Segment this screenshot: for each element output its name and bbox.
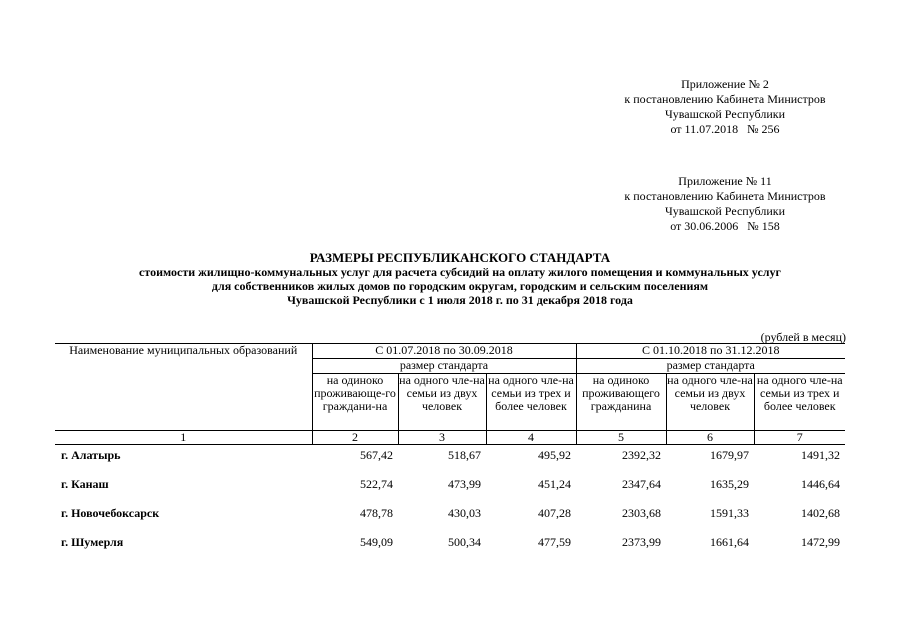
value-cell: 1591,33 (710, 506, 749, 520)
col-number: 2 (312, 431, 398, 445)
value-cell: 2373,99 (622, 535, 661, 549)
subheader-p1-two: на одного чле-на семьи из двух человек (398, 374, 486, 431)
title-sub-2: для собственников жилых домов по городским округам, городским и сельским поселениям (211, 279, 709, 293)
table-row (55, 535, 845, 551)
municipality-name: г. Алатырь (61, 448, 121, 462)
subheader-p1-three: на одного чле-на семьи из трех и более человек (486, 374, 576, 431)
appendix-number: Приложение № 11 (678, 174, 772, 188)
value-cell: 2347,64 (622, 477, 661, 491)
value-cell: 478,78 (360, 506, 393, 520)
col-number: 1 (55, 431, 312, 445)
appendix-reference: к постановлению Кабинета Министров (624, 189, 826, 203)
appendix-11-header (600, 174, 850, 234)
col-number: 3 (398, 431, 486, 445)
value-cell: 2303,68 (622, 506, 661, 520)
value-cell: 1472,99 (801, 535, 840, 549)
appendix-2-header (600, 77, 850, 137)
value-cell: 500,34 (448, 535, 481, 549)
value-cell: 567,42 (360, 448, 393, 462)
header-period-2: С 01.10.2018 по 31.12.2018 (576, 344, 845, 359)
subheader-p1-single: на одиноко проживающе-го граждани-на (312, 374, 398, 431)
appendix-date: от 11.07.2018 № 256 (670, 122, 780, 136)
appendix-authority: Чувашской Республики (664, 204, 786, 218)
municipality-name: г. Канаш (61, 477, 109, 491)
col-number: 4 (486, 431, 576, 445)
title-sub-3: Чувашской Республики с 1 июля 2018 г. по 31 декабря 2018 года (287, 293, 633, 307)
value-cell: 1661,64 (710, 535, 749, 549)
appendix-number: Приложение № 2 (681, 77, 769, 91)
value-cell: 451,24 (538, 477, 571, 491)
header-standard-2: размер стандарта (576, 359, 845, 374)
appendix-authority: Чувашской Республики (664, 107, 786, 121)
value-cell: 2392,32 (622, 448, 661, 462)
value-cell: 1402,68 (801, 506, 840, 520)
header-municipality: Наименование муниципальных образований (55, 344, 312, 431)
subheader-p2-two: на одного чле-на семьи из двух человек (666, 374, 754, 431)
appendix-reference: к постановлению Кабинета Министров (624, 92, 826, 106)
municipality-name: г. Новочебоксарск (61, 506, 160, 520)
value-cell: 495,92 (538, 448, 571, 462)
col-number: 6 (666, 431, 754, 445)
value-cell: 549,09 (360, 535, 393, 549)
title-sub-1: стоимости жилищно-коммунальных услуг для расчета субсидий на оплату жилого помещения и коммунальных услуг (139, 265, 781, 279)
table-row (55, 506, 845, 522)
municipality-name: г. Шумерля (61, 535, 124, 549)
table-row (55, 448, 845, 464)
appendix-date: от 30.06.2006 № 158 (670, 219, 780, 233)
value-cell: 430,03 (448, 506, 481, 520)
value-cell: 518,67 (448, 448, 481, 462)
value-cell: 1679,97 (710, 448, 749, 462)
col-number: 5 (576, 431, 666, 445)
value-cell: 473,99 (448, 477, 481, 491)
document-title (40, 251, 880, 307)
header-period-1: С 01.07.2018 по 30.09.2018 (312, 344, 576, 359)
header-standard-1: размер стандарта (312, 359, 576, 374)
standards-table-header (55, 343, 845, 445)
units-note: (рублей в месяц) (760, 330, 846, 344)
table-row (55, 477, 845, 493)
value-cell: 522,74 (360, 477, 393, 491)
col-number: 7 (754, 431, 845, 445)
value-cell: 1446,64 (801, 477, 840, 491)
value-cell: 1635,29 (710, 477, 749, 491)
value-cell: 407,28 (538, 506, 571, 520)
value-cell: 477,59 (538, 535, 571, 549)
subheader-p2-single: на одиноко проживающего гражданина (576, 374, 666, 431)
subheader-p2-three: на одного чле-на семьи из трех и более человек (756, 373, 843, 413)
title-main: РАЗМЕРЫ РЕСПУБЛИКАНСКОГО СТАНДАРТА (309, 250, 611, 265)
value-cell: 1491,32 (801, 448, 840, 462)
